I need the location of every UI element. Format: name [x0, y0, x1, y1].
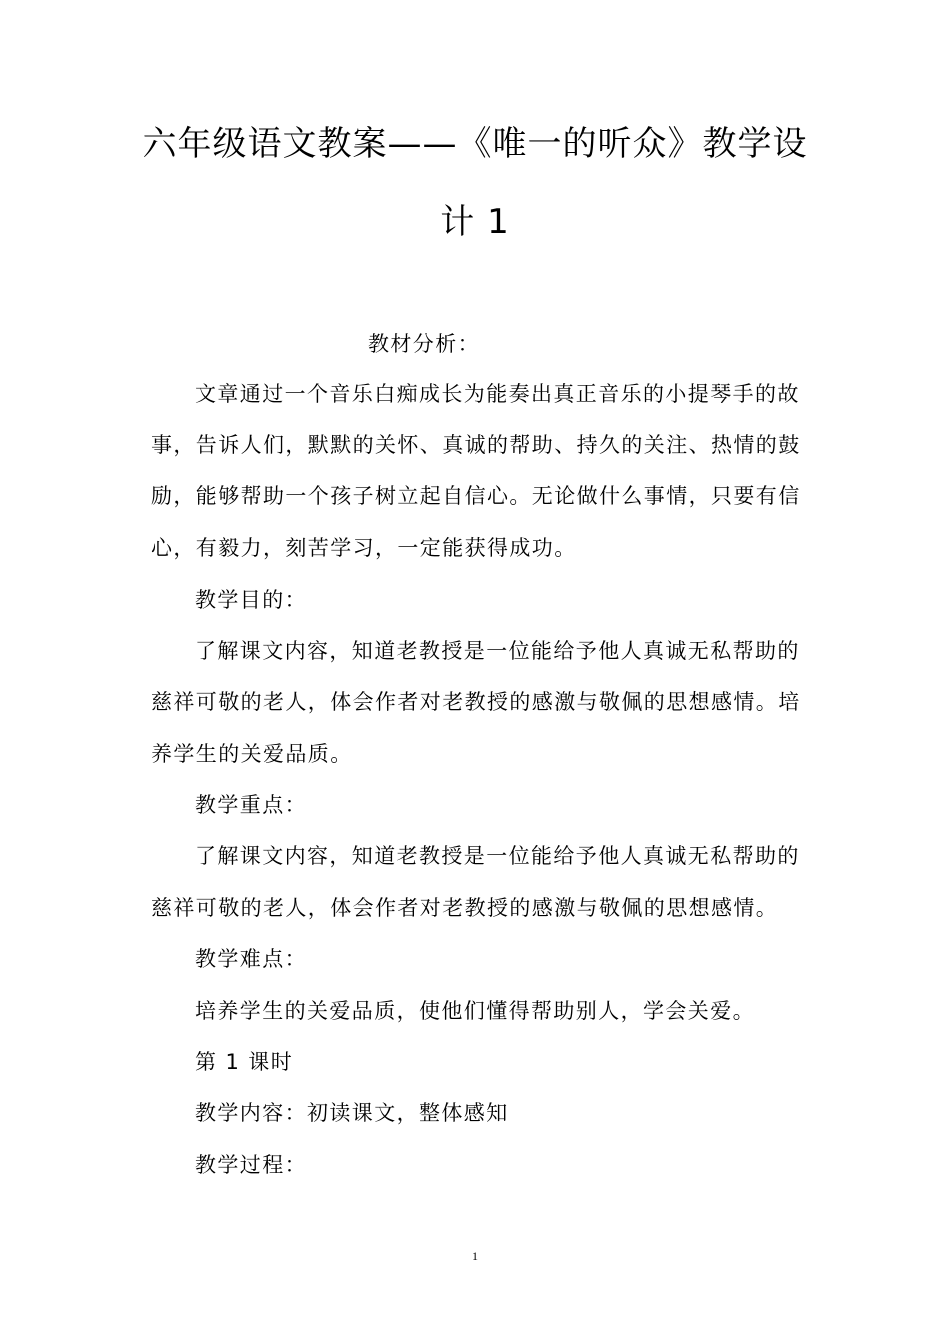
- analysis-paragraph-line: 事，告诉人们，默默的关怀、真诚的帮助、持久的关注、热情的鼓: [151, 433, 801, 457]
- page-number: 1: [472, 1249, 478, 1263]
- key-paragraph-line: 了解课文内容，知道老教授是一位能给予他人真诚无私帮助的: [195, 844, 800, 868]
- key-paragraph-line: 慈祥可敬的老人，体会作者对老教授的感激与敬佩的思想感情。: [151, 896, 779, 920]
- teaching-content-line: 教学内容：初读课文，整体感知: [195, 1101, 509, 1125]
- analysis-paragraph-line: 心，有毅力，刻苦学习，一定能获得成功。: [151, 536, 577, 560]
- lesson-label: 第 1 课时: [195, 1050, 294, 1074]
- document-title-line-2: 计 1: [440, 202, 510, 242]
- goal-heading: 教学目的：: [195, 588, 307, 612]
- analysis-heading: 教材分析：: [368, 332, 480, 356]
- goal-paragraph-line: 慈祥可敬的老人，体会作者对老教授的感激与敬佩的思想感情。培: [151, 690, 801, 714]
- analysis-paragraph-line: 励，能够帮助一个孩子树立起自信心。无论做什么事情，只要有信: [151, 484, 801, 508]
- difficulty-heading: 教学难点：: [195, 947, 307, 971]
- goal-paragraph-line: 了解课文内容，知道老教授是一位能给予他人真诚无私帮助的: [195, 639, 800, 663]
- analysis-paragraph-line: 文章通过一个音乐白痴成长为能奏出真正音乐的小提琴手的故: [195, 382, 800, 406]
- process-heading: 教学过程：: [195, 1153, 307, 1177]
- key-heading: 教学重点：: [195, 793, 307, 817]
- document-title-line-1: 六年级语文教案——《唯一的听众》教学设: [142, 124, 808, 164]
- difficulty-paragraph: 培养学生的关爱品质，使他们懂得帮助别人，学会关爱。: [195, 999, 755, 1023]
- goal-paragraph-line: 养学生的关爱品质。: [151, 742, 353, 766]
